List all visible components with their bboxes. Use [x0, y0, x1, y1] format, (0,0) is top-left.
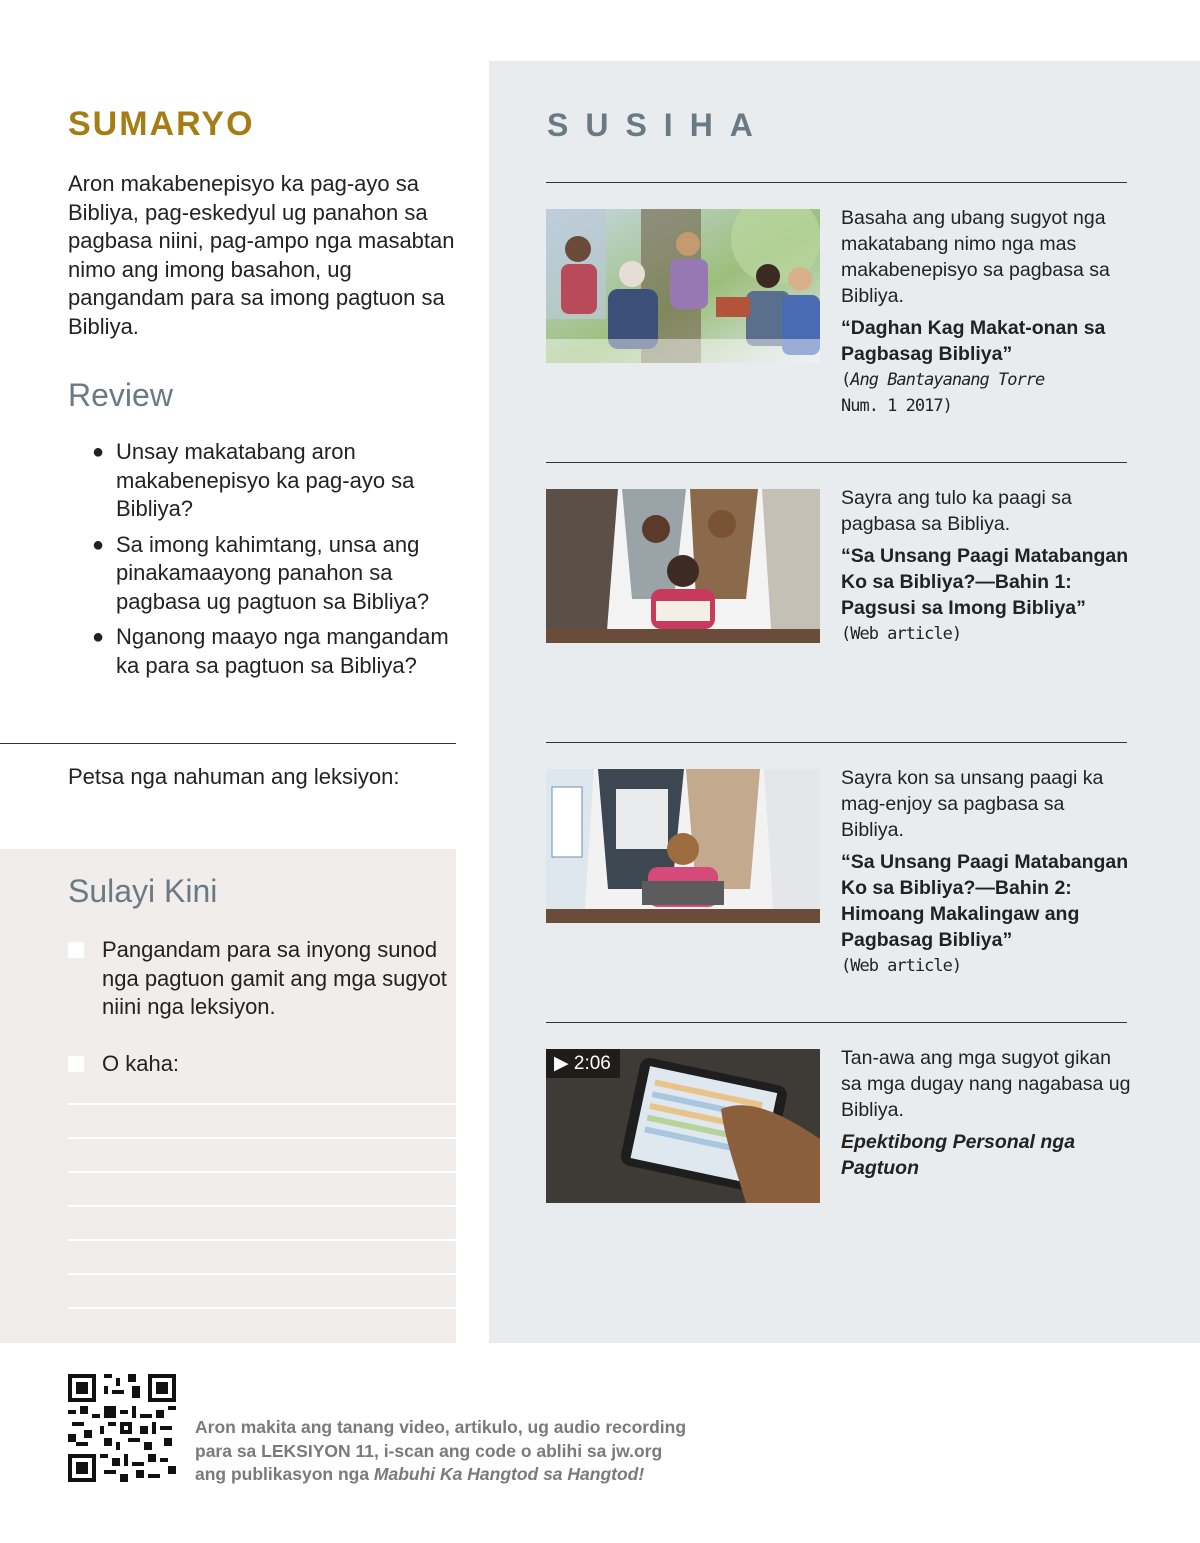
review-list — [92, 438, 462, 687]
video-thumbnail[interactable] — [546, 1049, 820, 1203]
explore-item — [841, 205, 1131, 419]
task-item[interactable]: O kaha: — [68, 1050, 448, 1079]
video-duration: ▶ 2:06 — [546, 1049, 620, 1078]
item-source: (Ang Bantayanang Torre Num. 1 2017) — [841, 370, 1045, 416]
footer-text: Aron makita ang tanang video, artikulo, ug audio recording para sa LEKSIYON 11, i-scan ang code o ablihi sa jw.org ang publikasyon nga Mabuhi Ka Hangtod sa Hangtod! — [195, 1417, 687, 1484]
item-source: (Web article) — [841, 956, 962, 976]
girl-reading-bible-image — [546, 769, 820, 923]
try-now-title: Sulayi Kini — [68, 873, 218, 909]
divider — [546, 462, 1127, 463]
boy-reading-bible-image — [546, 489, 820, 643]
bullet-icon: ● — [92, 626, 105, 648]
bullet-icon: ● — [92, 533, 105, 556]
review-title: Review — [68, 377, 173, 413]
write-line[interactable] — [68, 1103, 456, 1105]
divider — [546, 742, 1127, 743]
write-line[interactable] — [68, 1205, 456, 1207]
write-line[interactable] — [68, 1171, 456, 1173]
review-item: ● Unsay makatabang aron makabenepisyo ka pag-ayo sa Bibliya? — [92, 439, 415, 521]
bullet-icon: ● — [92, 441, 105, 463]
write-line[interactable] — [68, 1239, 456, 1241]
article-thumbnail[interactable] — [546, 209, 820, 363]
review-item: ● Nganong maayo nga mangandam ka para sa pagtuon sa Bibliya? — [92, 624, 449, 678]
checkbox[interactable] — [68, 942, 84, 958]
divider — [546, 1022, 1127, 1023]
date-prompt: Petsa nga nahuman ang leksiyon: — [68, 764, 400, 789]
article-link[interactable]: “Daghan Kag Makat-onan sa Pagbasag Bibliya” — [841, 317, 1106, 365]
review-item: ● Sa imong kahimtang, unsa ang pinakamaayong panahon sa pagbasa ug pagtuon sa Bibliya? — [92, 531, 430, 614]
try-now-panel — [0, 849, 456, 1343]
checkbox[interactable] — [68, 1056, 84, 1072]
item-source: (Web article) — [841, 624, 962, 644]
summary-text: Aron makabenepisyo ka pag-ayo sa Bibliya, pag-eskedyul ug panahon sa pagbasa niini, pag-ampo nga masabtan nimo ang imong basahon, ug pangandam para sa imong pagtuon sa Bibliya. — [68, 171, 455, 339]
article-link[interactable]: “Sa Unsang Paagi Matabangan Ko sa Bibliya?—Bahin 1: Pagsusi sa Imong Bibliya” — [841, 545, 1129, 619]
task-item[interactable]: Pangandam para sa inyong sunod nga pagtuon gamit ang mga sugyot niini nga leksiyon. — [68, 936, 448, 1022]
item-description: Sayra kon sa unsang paagi ka mag-enjoy sa pagbasa sa Bibliya. — [841, 767, 1104, 841]
divider — [0, 743, 456, 744]
explore-item — [841, 485, 1131, 647]
article-thumbnail[interactable] — [546, 489, 820, 643]
divider — [546, 182, 1127, 183]
explore-item — [841, 1045, 1131, 1181]
write-line[interactable] — [68, 1137, 456, 1139]
video-link[interactable]: Epektibong Personal nga Pagtuon — [841, 1131, 1076, 1179]
item-description: Basaha ang ubang sugyot nga makatabang nimo nga mas makabenepisyo sa pagbasa sa Bibliya. — [841, 207, 1110, 307]
qr-code-icon[interactable] — [68, 1374, 176, 1482]
item-description: Tan-awa ang mga sugyot gikan sa mga dugay nang nagabasa ug Bibliya. — [841, 1047, 1131, 1121]
item-description: Sayra ang tulo ka paagi sa pagbasa sa Bibliya. — [841, 487, 1072, 535]
write-line[interactable] — [68, 1307, 456, 1309]
explore-item — [841, 765, 1131, 979]
write-line[interactable] — [68, 1273, 456, 1275]
article-link[interactable]: “Sa Unsang Paagi Matabangan Ko sa Bibliya?—Bahin 2: Himoang Makalingaw ang Pagbasag Bibliya” — [841, 851, 1129, 951]
family-reading-image — [546, 209, 820, 363]
explore-title: SUSIHA — [547, 107, 770, 143]
article-thumbnail[interactable] — [546, 769, 820, 923]
summary-title: SUMARYO — [68, 105, 255, 143]
